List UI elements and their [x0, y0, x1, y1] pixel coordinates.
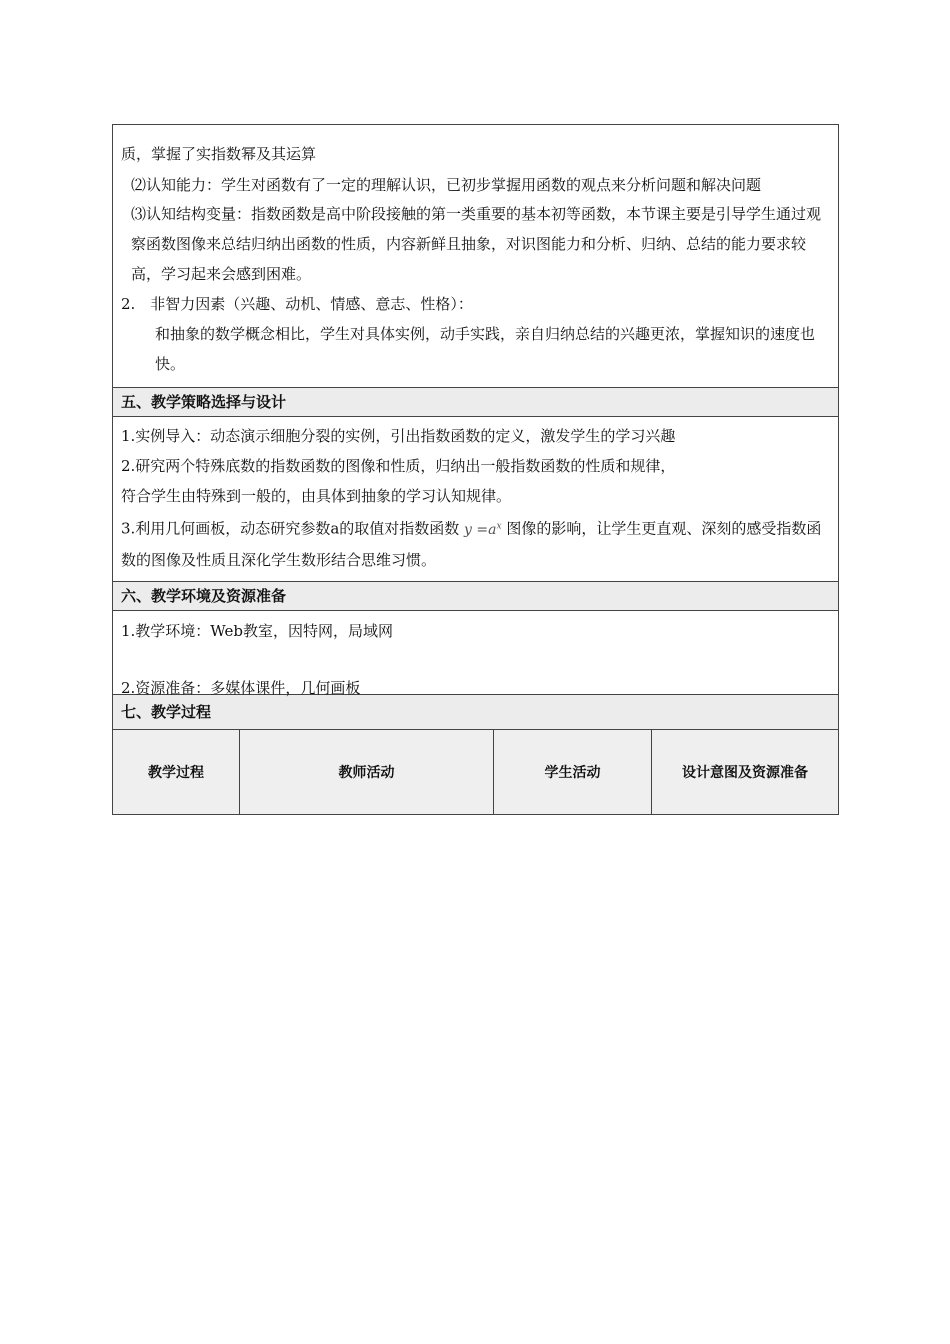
column-header: 教学过程 [113, 730, 239, 814]
column-header: 学生活动 [493, 730, 651, 814]
section-header: 七、教学过程 [113, 694, 838, 729]
student-analysis-section [113, 125, 838, 387]
paragraph: 2.资源准备：多媒体课件，几何画板 [121, 678, 361, 697]
paragraph: 2. 非智力因素（兴趣、动机、情感、意志、性格）： [121, 295, 473, 313]
paragraph: 2.研究两个特殊底数的指数函数的图像和性质，归纳出一般指数函数的性质和规律， [121, 457, 676, 475]
section-header: 五、教学策略选择与设计 [113, 387, 838, 416]
environment-section [113, 610, 838, 697]
paragraph: 1.实例导入：动态演示细胞分裂的实例，引出指数函数的定义，激发学生的学习兴趣 [121, 427, 676, 445]
paragraph: 符合学生由特殊到一般的，由具体到抽象的学习认知规律。 [121, 487, 512, 505]
text-span: 图像的影响，让学生更直观、深刻的感受指数函数的图像及性质且深化学生数形结合思维习惯。 [121, 519, 822, 569]
formula-base: y =a [464, 521, 497, 538]
paragraph: ⑶认知结构变量：指数函数是高中阶段接触的第一类重要的基本初等函数，本节课主要是引导学生通过观察函数图像来总结归纳出函数的性质，内容新鲜且抽象，对识图能力和分析、归纳、总结的能力要求较高，学习起来会感到困难。 [131, 205, 822, 283]
paragraph: 1.教学环境：Web教室，因特网，局域网 [121, 621, 393, 640]
formula [464, 522, 502, 538]
column-header: 设计意图及资源准备 [651, 730, 838, 814]
strategy-section [113, 416, 838, 581]
column-header: 教师活动 [239, 730, 493, 814]
paragraph: 和抽象的数学概念相比，学生对具体实例，动手实践，亲自归纳总结的兴趣更浓，掌握知识的速度也快。 [155, 325, 816, 373]
process-table-header-row [113, 729, 838, 814]
paragraph: ⑵认知能力：学生对函数有了一定的理解认识，已初步掌握用函数的观点来分析问题和解决问题 [131, 176, 762, 194]
paragraph [121, 511, 830, 575]
lesson-plan-table [112, 124, 839, 815]
section-header: 六、教学环境及资源准备 [113, 581, 838, 610]
text-span: 3.利用几何画板，动态研究参数a的取值对指数函数 [121, 519, 460, 538]
paragraph: 质，掌握了实指数幂及其运算 [121, 145, 317, 163]
formula-exponent: x [496, 521, 502, 531]
